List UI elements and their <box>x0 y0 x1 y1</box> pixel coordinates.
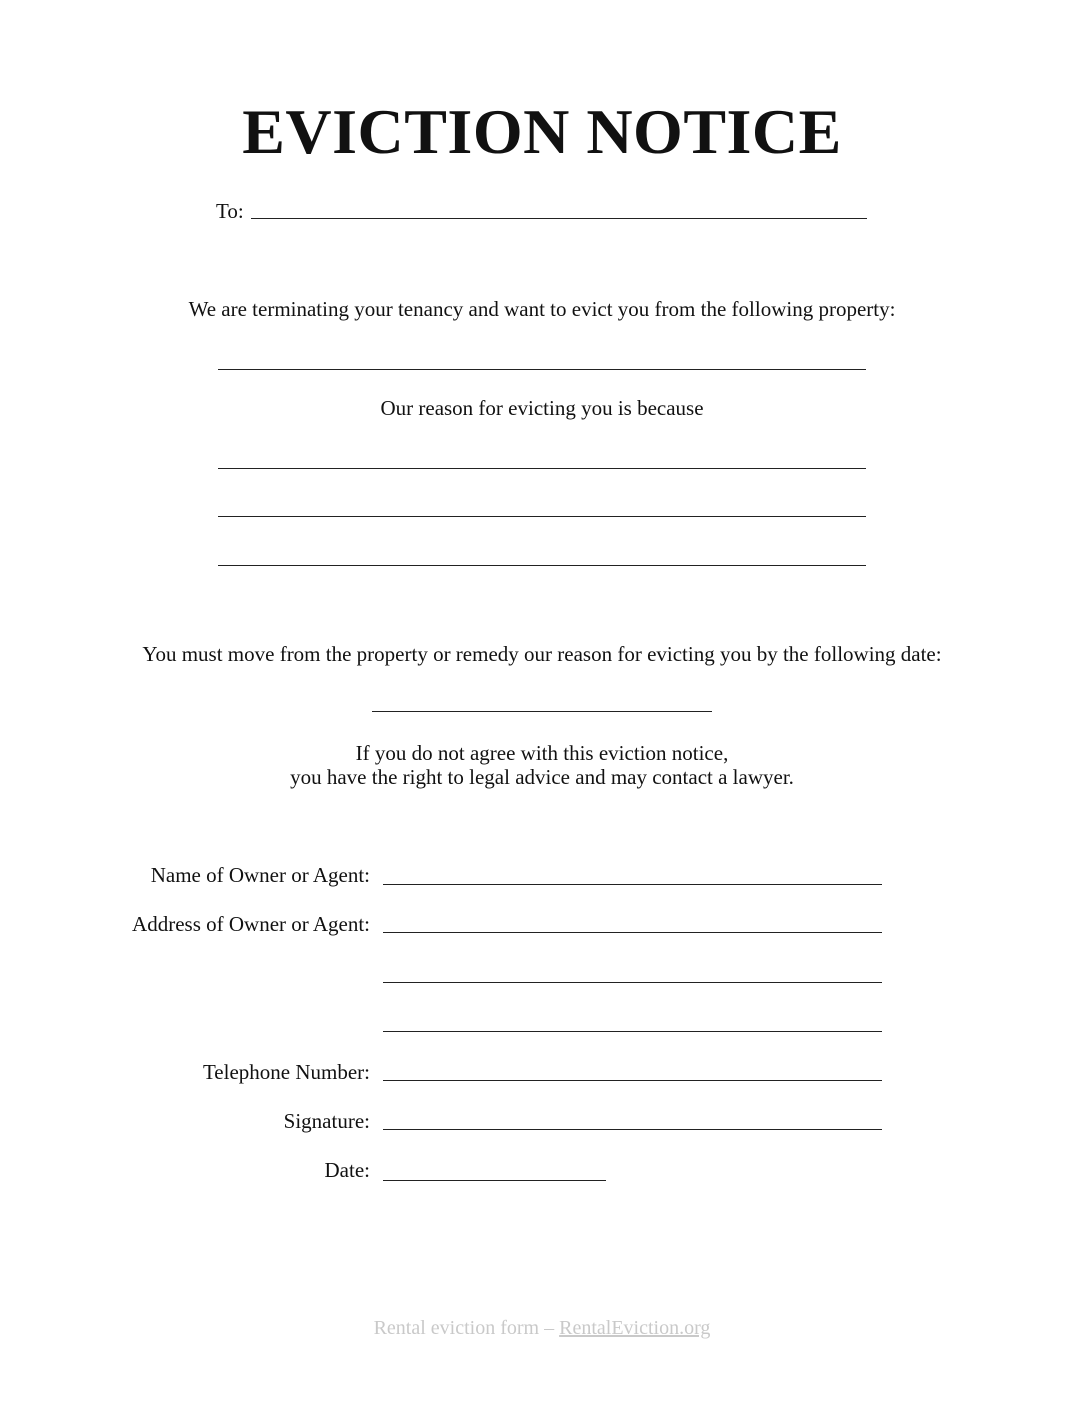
move-sentence: You must move from the property or remedy our reason for evicting you by the following date: <box>142 642 942 666</box>
reason-field-line-1[interactable] <box>218 468 866 469</box>
signature-label: Signature: <box>283 1109 370 1133</box>
footer <box>0 1316 1084 1340</box>
signature-field-line[interactable] <box>383 1129 882 1130</box>
owner-address-label: Address of Owner or Agent: <box>132 912 370 936</box>
to-field-line[interactable] <box>251 218 867 219</box>
telephone-label: Telephone Number: <box>202 1060 370 1084</box>
page-title: EVICTION NOTICE <box>242 96 842 167</box>
date-label: Date: <box>324 1158 370 1182</box>
reason-field-line-2[interactable] <box>218 516 866 517</box>
owner-address-field-line-1[interactable] <box>383 932 882 933</box>
reason-sentence: Our reason for evicting you is because <box>380 396 704 420</box>
legal-notice-line-1: If you do not agree with this eviction notice, <box>355 741 729 765</box>
property-field-line[interactable] <box>218 369 866 370</box>
owner-name-field-line[interactable] <box>383 884 882 885</box>
to-label: To: <box>216 199 244 223</box>
owner-name-label: Name of Owner or Agent: <box>150 863 370 887</box>
reason-field-line-3[interactable] <box>218 565 866 566</box>
footer-prefix: Rental eviction form – <box>373 1317 560 1339</box>
move-date-field-line[interactable] <box>372 711 712 712</box>
property-sentence: We are terminating your tenancy and want to evict you from the following property: <box>188 297 896 321</box>
date-field-line[interactable] <box>383 1180 606 1181</box>
owner-address-field-line-2[interactable] <box>383 982 882 983</box>
legal-notice-line-2: you have the right to legal advice and may contact a lawyer. <box>290 765 794 789</box>
telephone-field-line[interactable] <box>383 1080 882 1081</box>
footer-link[interactable]: RentalEviction.org <box>559 1317 711 1339</box>
owner-address-field-line-3[interactable] <box>383 1031 882 1032</box>
